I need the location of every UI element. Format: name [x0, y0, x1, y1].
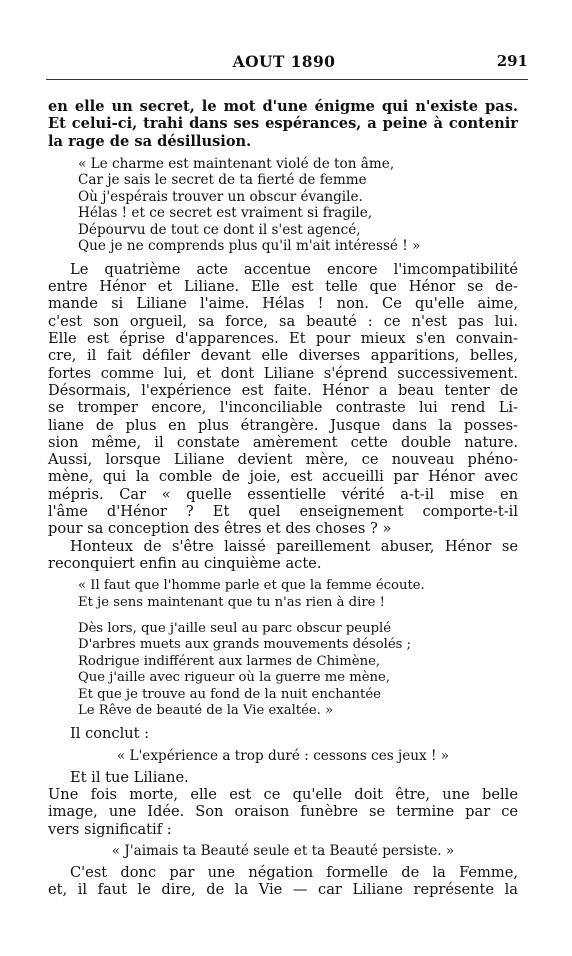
verse-line: Et je sens maintenant que tu n'as rien à dire !: [78, 594, 385, 610]
text-line: sion même, il constate amèrement cette double nature.: [48, 433, 518, 451]
verse-line: « Il faut que l'homme parle et que la femme écoute.: [78, 578, 425, 594]
stanza-gap: [78, 611, 518, 621]
verse-line: Car je sais le secret de ta fierté de femme: [78, 172, 367, 189]
text-line: cre, il fait défiler devant elle diverses apparitions, belles,: [48, 347, 518, 365]
verse-line: Dès lors, que j'aille seul au parc obscur peuplé: [78, 621, 392, 637]
text-line: mande si Liliane l'aime. Hélas ! non. Ce qu'elle aime,: [48, 295, 518, 313]
paragraph-tue: [48, 769, 518, 786]
text-line: Désormais, l'expérience est faite. Hénor a beau tenter de: [48, 381, 518, 399]
paragraph-3: [48, 538, 518, 573]
text-line: liane de plus en plus étrangère. Jusque dans la posses-: [48, 416, 518, 434]
paragraph-1: [48, 98, 518, 150]
verse-line: Le Rêve de beauté de la Vie exaltée. »: [78, 703, 334, 719]
text-line: Elle est éprise d'apparences. Et pour mieux s'en convain-: [48, 330, 518, 348]
verse-2: [78, 578, 518, 719]
paragraph-conclut: [48, 725, 518, 742]
text-line: mène, qui la comble de joie, est accueilli par Hénor avec: [48, 468, 518, 486]
text-line: la rage de sa désillusion.: [48, 132, 252, 150]
verse-line: Dépourvu de tout ce dont il s'est agencé,: [78, 221, 361, 238]
running-title: AOUT 1890: [232, 52, 336, 71]
verse-line: Rodrigue indifférent aux larmes de Chimène,: [78, 653, 381, 669]
verse-line: Que j'aille avec rigueur où la guerre me mène,: [78, 670, 391, 686]
text-line: Aussi, lorsque Liliane devient mère, ce nouveau phéno-: [48, 451, 518, 469]
text-line: vers significatif :: [48, 820, 172, 838]
text-line: Le quatrième acte accentue encore l'imcompatibilité: [70, 260, 518, 278]
verse-1: [78, 156, 518, 255]
body-text: [48, 98, 518, 899]
text-line: C'est donc par une négation formelle de la Femme,: [70, 863, 518, 881]
header-rule: [46, 79, 528, 80]
text-line: se tromper encore, l'inconciliable contraste lui rend Li-: [48, 399, 518, 417]
text-line: pour sa conception des êtres et des choses ? »: [48, 520, 392, 538]
text-line: Honteux de s'être laissé pareillement abuser, Hénor se: [70, 537, 518, 555]
verse-line: D'arbres muets aux grands mouvements désolés ;: [78, 637, 412, 653]
quote-experience: « L'expérience a trop duré : cessons ces jeux ! »: [116, 747, 450, 764]
page-number: 291: [496, 52, 528, 70]
text-line: Et celui-ci, trahi dans ses espérances, a peine à contenir: [48, 115, 518, 133]
verse-line: « Le charme est maintenant violé de ton âme,: [78, 155, 395, 172]
quote-beaute: « J'aimais ta Beauté seule et ta Beauté persiste. »: [111, 842, 455, 859]
verse-line: Et que je trouve au fond de la nuit enchantée: [78, 686, 381, 702]
text-line: entre Hénor et Liliane. Elle est telle que Hénor se de-: [48, 278, 518, 296]
text-line: fortes comme lui, et dont Liliane s'éprend successivement.: [48, 364, 518, 382]
text-line: l'âme d'Hénor ? Et quel enseignement comporte-t-il: [48, 503, 518, 521]
paragraph-4: [48, 786, 518, 838]
verse-line: Hélas ! et ce secret est vraiment si fragile,: [78, 205, 373, 222]
text-line: Et il tue Liliane.: [70, 768, 189, 786]
page-header: [40, 52, 528, 74]
paragraph-5: [48, 864, 518, 899]
text-line: Une fois morte, elle est ce qu'elle doit être, une belle: [48, 786, 518, 804]
text-line: c'est son orgueil, sa force, sa beauté : ce n'est pas lui.: [48, 312, 518, 330]
text-line: mépris. Car « quelle essentielle vérité a-t-il mise en: [48, 485, 518, 503]
text-line: reconquiert enfin au cinquième acte.: [48, 554, 322, 572]
verse-line: Où j'espérais trouver un obscur évangile.: [78, 188, 363, 205]
paragraph-2: [48, 261, 518, 538]
verse-line: Que je ne comprends plus qu'il m'ait intéressé ! »: [78, 238, 421, 255]
text-line: image, une Idée. Son oraison funèbre se termine par ce: [48, 803, 518, 821]
text-line: Il conclut :: [70, 725, 150, 743]
text-line: en elle un secret, le mot d'une énigme qui n'existe pas.: [48, 98, 518, 115]
text-line: et, il faut le dire, de la Vie — car Liliane représente la: [48, 881, 518, 899]
